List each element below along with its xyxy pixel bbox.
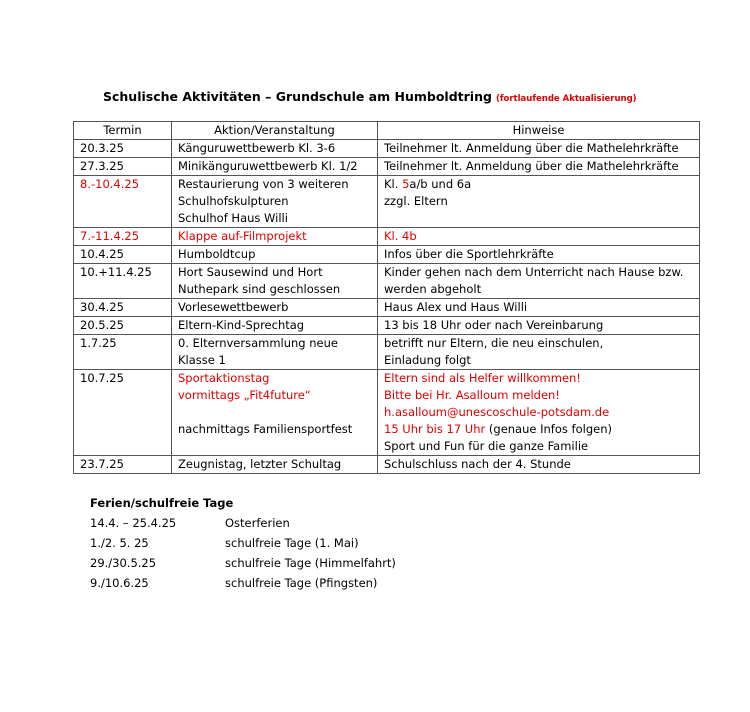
email-text: h.asalloum@unescoschule-potsdam.de <box>384 405 610 419</box>
holiday-row <box>90 513 396 533</box>
row-notes: Haus Alex und Haus Willi <box>378 299 700 317</box>
row-date: 30.4.25 <box>74 299 172 317</box>
notes-line: zzgl. Eltern <box>384 194 448 208</box>
action-line: Hort Sausewind und Hort <box>178 265 323 279</box>
row-date: 8.-10.4.25 <box>74 176 172 228</box>
action-line: vormittags „Fit4future“ <box>178 388 311 402</box>
action-line: Klasse 1 <box>178 353 226 367</box>
holiday-date: 9./10.6.25 <box>90 576 149 590</box>
notes-kl-suffix: a/b und 6a <box>409 177 472 191</box>
holidays-section <box>90 496 396 593</box>
row-date: 23.7.25 <box>74 456 172 474</box>
row-action: Klappe auf-Filmprojekt <box>172 228 378 246</box>
title-note: (fortlaufende Aktualisierung) <box>495 94 637 104</box>
row-notes: Teilnehmer lt. Anmeldung über die Mathelehrkräfte <box>378 158 700 176</box>
action-line <box>178 438 371 455</box>
table-row <box>74 140 700 158</box>
notes-line: betrifft nur Eltern, die neu einschulen, <box>384 336 604 350</box>
row-notes: Kl. 4b <box>378 228 700 246</box>
holiday-date: 1./2. 5. 25 <box>90 536 149 550</box>
notes-line <box>384 421 693 438</box>
action-line: Sportaktionstag <box>178 371 270 385</box>
table-row <box>74 228 700 246</box>
action-line: Schulhofskulpturen <box>178 194 289 208</box>
table-row <box>74 317 700 335</box>
row-action <box>172 176 378 228</box>
title-text: Schulische Aktivitäten – Grundschule am Humboldtring <box>103 89 492 104</box>
table-row <box>74 158 700 176</box>
row-date: 7.-11.4.25 <box>74 228 172 246</box>
page-title <box>103 89 637 104</box>
row-date: 20.3.25 <box>74 140 172 158</box>
row-date: 10.4.25 <box>74 246 172 264</box>
row-action <box>172 335 378 370</box>
row-action: Eltern-Kind-Sprechtag <box>172 317 378 335</box>
row-action: Humboldtcup <box>172 246 378 264</box>
table-header-row <box>74 122 700 140</box>
row-date: 10.7.25 <box>74 370 172 456</box>
action-line: 0. Elternversammlung neue <box>178 336 338 350</box>
header-aktion: Aktion/Veranstaltung <box>172 122 378 140</box>
table-row <box>74 176 700 228</box>
row-notes <box>378 370 700 456</box>
table-row <box>74 370 700 456</box>
notes-line: Einladung folgt <box>384 353 471 367</box>
row-date: 20.5.25 <box>74 317 172 335</box>
holidays-title: Ferien/schulfreie Tage <box>90 496 234 510</box>
notes-line: Kinder gehen nach dem Unterricht nach Hause bzw. <box>384 265 684 279</box>
header-hinweise: Hinweise <box>378 122 700 140</box>
holiday-row <box>90 553 396 573</box>
time-note: (genaue Infos folgen) <box>485 422 612 436</box>
table-row <box>74 264 700 299</box>
table-row <box>74 299 700 317</box>
row-action <box>172 264 378 299</box>
notes-line: Bitte bei Hr. Asalloum melden! <box>384 388 560 402</box>
holiday-date: 14.4. – 25.4.25 <box>90 516 177 530</box>
row-action: Vorlesewettbewerb <box>172 299 378 317</box>
holiday-label: schulfreie Tage (Pfingsten) <box>225 576 378 590</box>
time-highlight: 15 Uhr bis 17 Uhr <box>384 422 486 436</box>
holiday-label: schulfreie Tage (1. Mai) <box>225 536 359 550</box>
header-termin: Termin <box>74 122 172 140</box>
row-notes: Teilnehmer lt. Anmeldung über die Mathelehrkräfte <box>378 140 700 158</box>
action-line: nachmittags Familiensportfest <box>178 422 353 436</box>
row-notes <box>378 264 700 299</box>
row-notes: 13 bis 18 Uhr oder nach Vereinbarung <box>378 317 700 335</box>
notes-line <box>384 210 693 227</box>
holiday-row <box>90 573 396 593</box>
notes-line: werden abgeholt <box>384 282 482 296</box>
row-action <box>172 370 378 456</box>
row-notes: Schulschluss nach der 4. Stunde <box>378 456 700 474</box>
table-row <box>74 335 700 370</box>
holiday-label: schulfreie Tage (Himmelfahrt) <box>225 556 396 570</box>
row-notes: Infos über die Sportlehrkräfte <box>378 246 700 264</box>
row-date: 1.7.25 <box>74 335 172 370</box>
row-date: 10.+11.4.25 <box>74 264 172 299</box>
action-line: Schulhof Haus Willi <box>178 211 288 225</box>
holiday-label: Osterferien <box>225 516 290 530</box>
row-action: Minikänguruwettbewerb Kl. 1/2 <box>172 158 378 176</box>
row-notes <box>378 176 700 228</box>
schedule-table <box>73 121 700 474</box>
action-line <box>178 404 371 421</box>
table-row <box>74 456 700 474</box>
row-action: Zeugnistag, letzter Schultag <box>172 456 378 474</box>
notes-kl-prefix: Kl. <box>384 177 403 191</box>
holiday-date: 29./30.5.25 <box>90 556 157 570</box>
action-line: Nuthepark sind geschlossen <box>178 282 341 296</box>
notes-line <box>384 176 693 193</box>
holiday-row <box>90 533 396 553</box>
row-action: Känguruwettbewerb Kl. 3-6 <box>172 140 378 158</box>
notes-kl-highlight: 5 <box>402 177 410 191</box>
row-notes <box>378 335 700 370</box>
action-line: Restaurierung von 3 weiteren <box>178 177 349 191</box>
table-row <box>74 246 700 264</box>
notes-line: Eltern sind als Helfer willkommen! <box>384 371 581 385</box>
notes-line: Sport und Fun für die ganze Familie <box>384 439 589 453</box>
row-date: 27.3.25 <box>74 158 172 176</box>
